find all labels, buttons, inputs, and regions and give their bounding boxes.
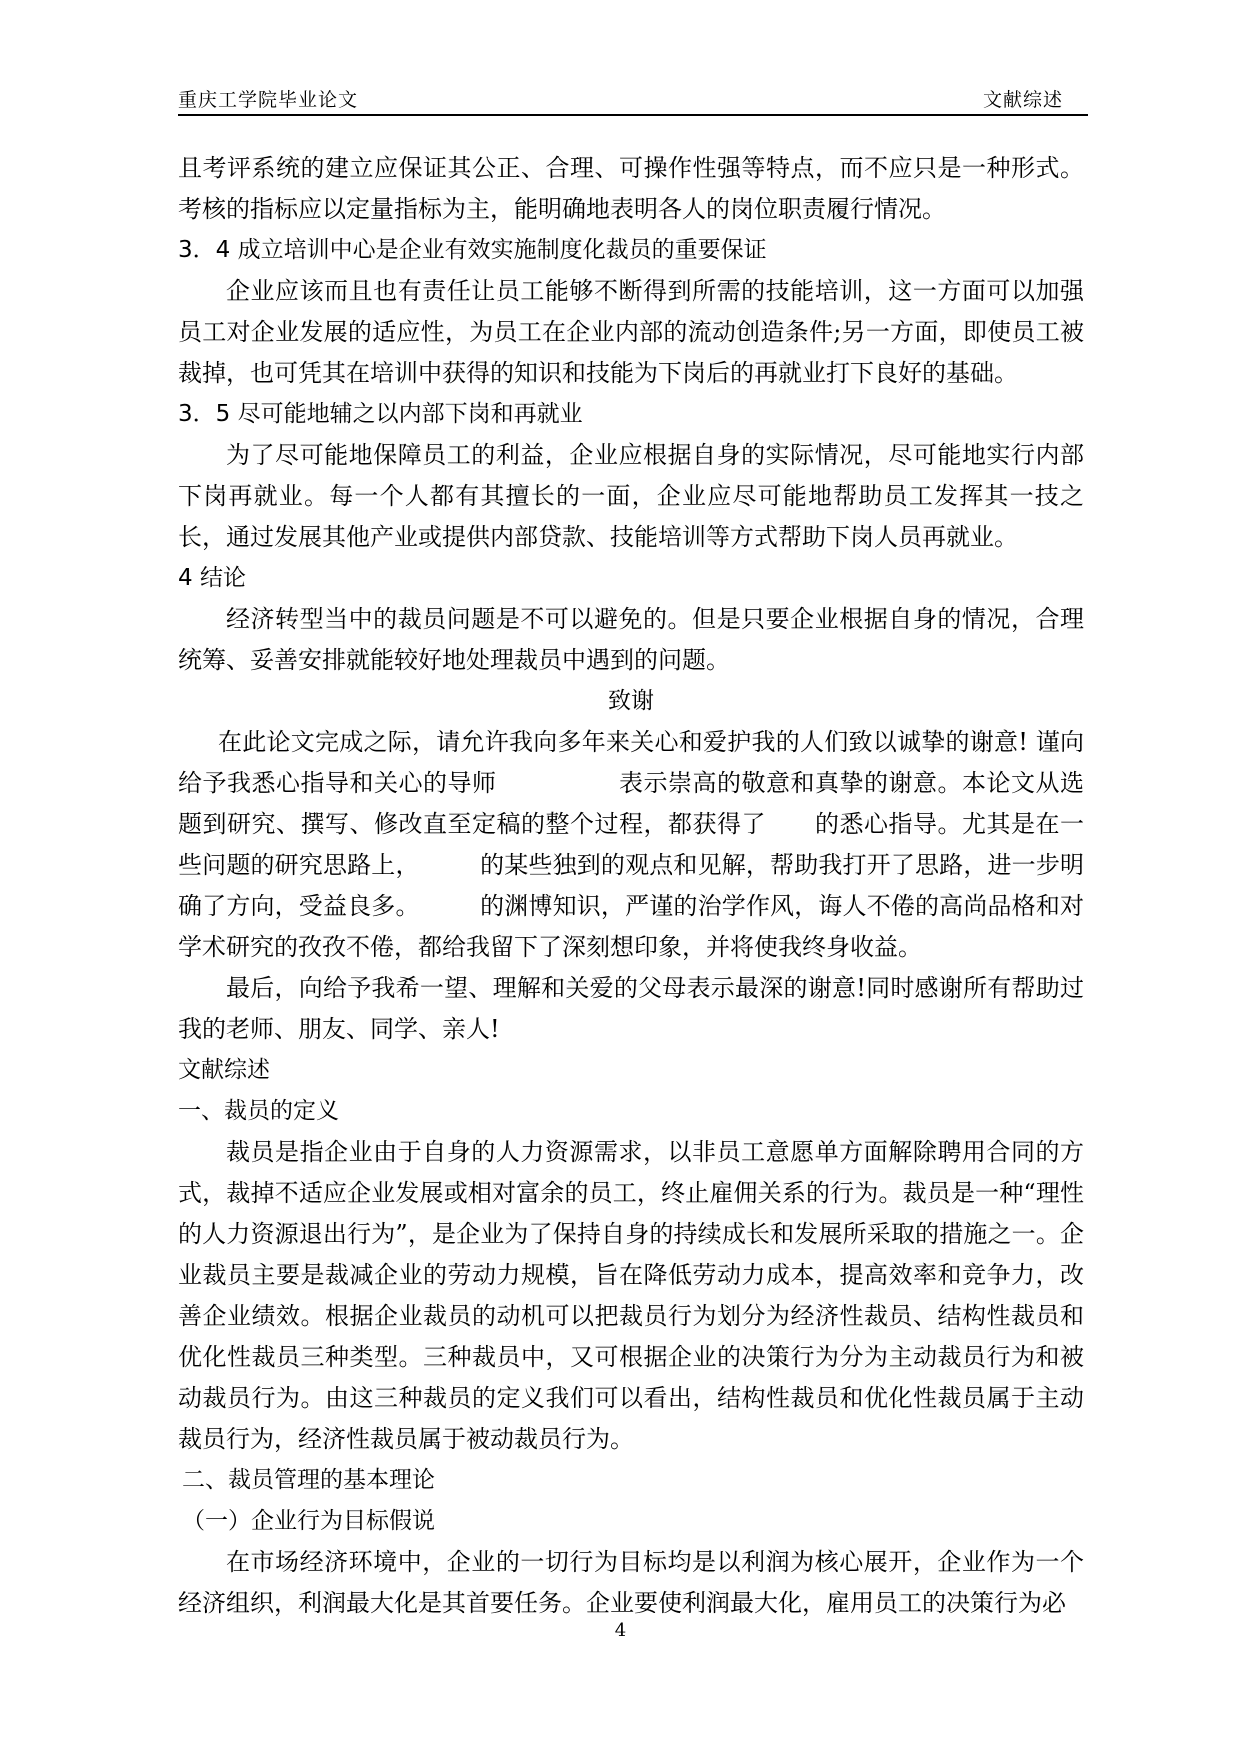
- paragraph-continuation: 且考评系统的建立应保证其公正、合理、可操作性强等特点，而不应只是一种形式。考核的指标应以定量指标为主，能明确地表明各人的岗位职责履行情况。: [178, 154, 1084, 223]
- paragraph-acknowledgement-family: 最后，向给予我希一望、理解和关爱的父母表示最深的谢意!同时感谢所有帮助过我的老师、朋友、同学、亲人!: [178, 974, 1084, 1043]
- paragraph-acknowledgement: 在此论文完成之际，请允许我向多年来关心和爱护我的人们致以诚挚的谢意! 谨向给予我悉心指导和关心的导师 表示崇高的敬意和真挚的谢意。本论文从选题到研究、撰写、修改直至定稿的整个过程，都获得了 的悉心指导。尤其是在一些问题的研究思路上， 的某些独到的观点和见解，帮助我打开了思路，进一步明确了方向，受益良多。 的渊博知识，严谨的治学作风，诲人不倦的高尚品格和对学术研究的孜孜不倦，都给我留下了深刻想印象，并将使我终身收益。: [178, 728, 1084, 961]
- document-body: [178, 148, 1084, 1624]
- acknowledgement-heading: 致谢: [608, 688, 654, 714]
- header-section-title: 文献综述: [982, 89, 1063, 111]
- paragraph-training: 企业应该而且也有责任让员工能够不断得到所需的技能培训，这一方面可以加强员工对企业发展的适应性，为员工在企业内部的流动创造条件;另一方面，即使员工被裁掉，也可凭其在培训中获得的知识和技能为下岗后的再就业打下良好的基础。: [178, 277, 1084, 387]
- paragraph-reemployment: 为了尽可能地保障员工的利益，企业应根据自身的实际情况，尽可能地实行内部下岗再就业。每一个人都有其擅长的一面，企业应尽可能地帮助员工发挥其一技之长，通过发展其他产业或提供内部贷款、技能培训等方式帮助下岗人员再就业。: [178, 441, 1084, 551]
- literature-review-heading: 文献综述: [178, 1057, 270, 1083]
- page-number: 4: [614, 1620, 627, 1641]
- header-thesis-title: 重庆工学院毕业论文: [178, 89, 359, 111]
- section-heading-conclusion: 4 结论: [178, 565, 246, 591]
- section-heading-3-5: 3．5 尽可能地辅之以内部下岗和再就业: [178, 401, 583, 427]
- section-heading-layoff-definition: 一、裁员的定义: [178, 1098, 339, 1124]
- paragraph-conclusion: 经济转型当中的裁员问题是不可以避免的。但是只要企业根据自身的情况，合理统筹、妥善安排就能较好地处理裁员中遇到的问题。: [178, 605, 1084, 674]
- paragraph-layoff-definition: 裁员是指企业由于自身的人力资源需求，以非员工意愿单方面解除聘用合同的方式，裁掉不适应企业发展或相对富余的员工，终止雇佣关系的行为。裁员是一种“理性的人力资源退出行为”，是企业为了保持自身的持续成长和发展所采取的措施之一。企业裁员主要是裁减企业的劳动力规模，旨在降低劳动力成本，提高效率和竞争力，改善企业绩效。根据企业裁员的动机可以把裁员行为划分为经济性裁员、结构性裁员和优化性裁员三种类型。三种裁员中，又可根据企业的决策行为分为主动裁员行为和被动裁员行为。由这三种裁员的定义我们可以看出，结构性裁员和优化性裁员属于主动裁员行为，经济性裁员属于被动裁员行为。: [178, 1138, 1084, 1453]
- paragraph-behavior-hypothesis: 在市场经济环境中，企业的一切行为目标均是以利润为核心展开，企业作为一个经济组织，利润最大化是其首要任务。企业要使利润最大化，雇用员工的决策行为必: [178, 1548, 1084, 1617]
- subsection-heading-behavior-hypothesis: （一）企业行为目标假说: [182, 1508, 435, 1534]
- section-heading-3-4: 3．4 成立培训中心是企业有效实施制度化裁员的重要保证: [178, 237, 767, 263]
- section-heading-layoff-theory: 二、裁员管理的基本理论: [182, 1467, 435, 1493]
- header-divider: [178, 114, 1088, 116]
